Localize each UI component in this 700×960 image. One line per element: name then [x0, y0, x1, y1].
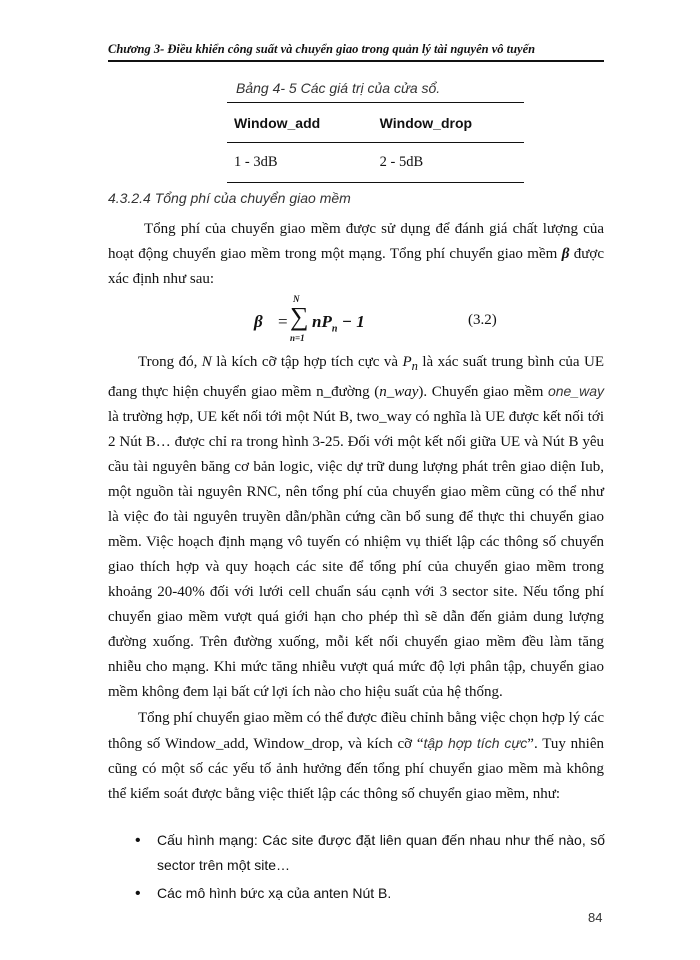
paragraph-explanation: [108, 350, 604, 705]
window-values-table: [227, 102, 524, 183]
paragraph-text: ”. Tuy nhiên cũng có một số các yếu tố ảnh hưởng đến tổng phí chuyển giao mềm mà không thể kiểm soát được bằng việc thiết lập các thông số chuyển giao mềm, như:: [108, 736, 604, 802]
header-rule: [108, 60, 604, 62]
paragraph-text: là xác suất trung bình của UE đang thực hiện chuyển giao mềm n_đường (: [108, 354, 604, 400]
math-N: N: [201, 354, 212, 370]
table-header-row: [227, 103, 524, 143]
list-item: • Cấu hình mạng: Các site được đặt liên quan đến nhau như thế nào, số sector trên một site…: [135, 828, 605, 878]
equation-term: − 1: [337, 312, 365, 331]
math-P: P: [402, 354, 412, 370]
table-header-cell: Window_drop: [366, 103, 524, 143]
equation-subscript: n: [331, 323, 338, 335]
factor-list: [135, 828, 605, 909]
term-active-set: tập hợp tích cực: [423, 735, 528, 751]
table-cell: 1 - 3dB: [227, 143, 366, 183]
paragraph-text: là kích cỡ tập hợp tích cực và: [211, 354, 403, 370]
paragraph-text: Tổng phí chuyển giao mềm có thể được điều chỉnh bằng việc chọn hợp lý các thông số Window_add, Window_drop, và kích cỡ “: [108, 710, 604, 752]
beta-symbol: β: [561, 246, 570, 262]
equation-number: (3.2): [468, 312, 497, 328]
math-subscript: n: [411, 359, 418, 373]
page-number: 84: [588, 910, 603, 925]
paragraph-text: được xác định như sau:: [108, 246, 604, 287]
sum-symbol: ∑: [290, 302, 309, 331]
running-header: Chương 3- Điều khiển công suất và chuyển giao trong quản lý tài nguyên vô tuyến: [108, 42, 536, 56]
paragraph-text: là trường hợp, UE kết nối tới một Nút B, two_way có nghĩa là UE được kết nối tới 2 Nút B… được chỉ ra trong hình 3-25. Đối với một kết nối giữa UE và Nút B yêu cầu tài nguyên băng cơ bản logic, việc dự trữ dung lượng phát trên giao diện Iub, một nguồn tài nguyên RNC, nên tổng phí của chuyển giao mềm cũng có thể như là việc đo tài nguyên truyền dẫn/phần cứng cần bổ sung để thực thi chuyển giao mềm. Việc hoạch định mạng vô tuyến có nhiệm vụ thiết lập các thông số chuyển giao thích hợp và quy hoạch các site để tổng phí của chuyển giao mềm trong khoảng 20-40% đối với lưới cell chuẩn sáu cạnh với 3 sector site. Nếu tổng phí chuyển giao mềm vượt quá giới hạn cho phép thì sẽ dẫn đến giảm dung lượng đường xuống. Trên đường xuống, mỗi kết nối chuyển giao mềm đều làm tăng nhiễu cho mạng. Khi mức tăng nhiễu vượt quá mức độ lợi phân tập, chuyển giao mềm không đem lại bất cứ lợi ích nào cho hiệu suất của hệ thống.: [108, 409, 604, 700]
equation-3-2: [254, 294, 554, 350]
table-caption: Bảng 4- 5 Các giá trị của cửa sổ.: [236, 80, 441, 96]
equation-equals: =: [278, 312, 288, 331]
equation-body: [312, 312, 365, 334]
table-header-cell: Window_add: [227, 103, 366, 143]
section-heading: 4.3.2.4 Tổng phí của chuyển giao mềm: [108, 190, 351, 206]
list-item: • Các mô hình bức xạ của anten Nút B.: [135, 881, 605, 906]
paragraph-adjustment: [108, 706, 604, 807]
paragraph-text: ). Chuyển giao mềm: [418, 384, 548, 400]
term-n-way: n_way: [379, 384, 419, 400]
sum-upper-limit: N: [293, 294, 300, 304]
paragraph-intro: [108, 217, 604, 292]
sum-lower-limit: n=1: [290, 333, 305, 343]
paragraph-text: Trong đó,: [138, 354, 202, 370]
equation-lhs: β: [254, 312, 263, 331]
paragraph-text: Tổng phí của chuyển giao mềm được sử dụng để đánh giá chất lượng của hoạt động chuyển giao mềm trong một mạng. Tổng phí chuyển giao mềm: [108, 221, 604, 262]
table-row: [227, 143, 524, 183]
table-cell: 2 - 5dB: [366, 143, 524, 183]
math-Pn: [402, 354, 418, 373]
term-one-way: one_way: [547, 383, 604, 399]
equation-term: nP: [312, 312, 332, 331]
